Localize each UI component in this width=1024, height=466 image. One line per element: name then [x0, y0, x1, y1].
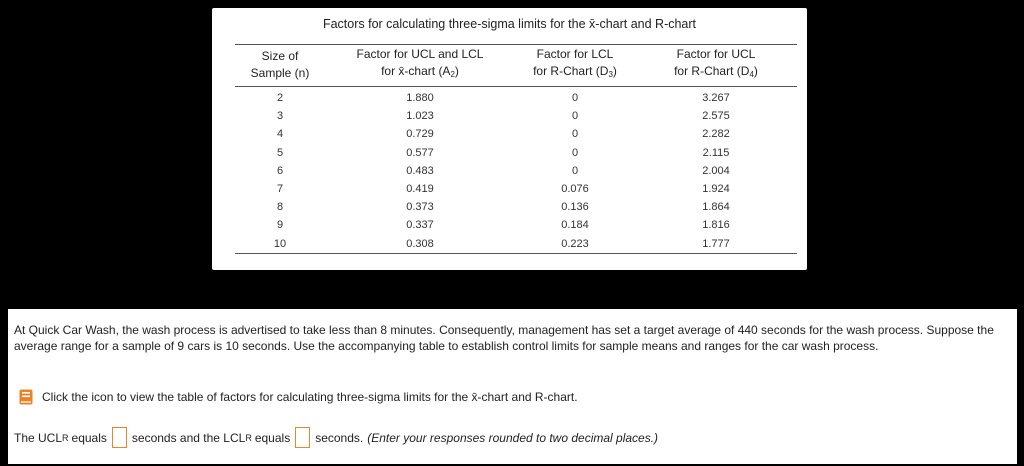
cell-d3: 0.184	[561, 219, 589, 232]
cell-d4: 1.816	[702, 219, 730, 232]
cell-d4: 3.267	[702, 92, 730, 105]
cell-a2: 0.419	[406, 183, 434, 196]
cell-d4: 1.924	[702, 183, 730, 196]
table-row	[235, 216, 797, 234]
lcl-r-input[interactable]	[295, 427, 310, 448]
view-table-link[interactable]	[19, 389, 578, 405]
cell-sample-size: 5	[276, 146, 284, 159]
table-row	[235, 87, 797, 108]
cell-a2: 0.308	[325, 235, 515, 254]
cell-sample-size: 9	[276, 219, 284, 232]
view-table-link-text[interactable]: Click the icon to view the table of factors for calculating three-sigma limits for the x̄-chart and R-chart.	[42, 390, 578, 404]
ucl-subscript: R	[62, 432, 69, 443]
cell-sample-size: 3	[276, 110, 284, 123]
cell-a2: 1.023	[406, 110, 434, 123]
cell-d3: 0	[571, 164, 579, 177]
cell-sample-size: 8	[276, 201, 284, 214]
cell-d4: 2.115	[702, 146, 730, 159]
table-row	[235, 198, 797, 216]
cell-d3: 0	[571, 146, 579, 159]
book-icon[interactable]	[19, 389, 33, 405]
cell-sample-size: 10	[235, 235, 325, 254]
cell-d3: 0.223	[515, 235, 635, 254]
header-sample-size: Size of Sample (n)	[235, 45, 325, 87]
problem-statement: At Quick Car Wash, the wash process is advertised to take less than 8 minutes. Consequently, management has set a target average of 440 seconds for the wash process. Suppose the average range for a sample of 9 cars is 10 seconds. Use the accompanying table to establish control limits for sample means and ranges for the car wash process.	[14, 323, 994, 353]
cell-d4: 2.575	[702, 110, 730, 123]
table-row	[235, 125, 797, 143]
answer-suffix: seconds.	[315, 430, 364, 445]
cell-d3: 0	[571, 92, 579, 105]
answer-middle: seconds and the LCL	[131, 430, 246, 445]
cell-sample-size: 7	[276, 183, 284, 196]
problem-panel	[8, 309, 1017, 464]
equals-label-2: equals	[254, 430, 291, 445]
cell-d4: 2.282	[702, 128, 730, 141]
cell-a2: 0.483	[406, 164, 434, 177]
header-d3-factor: Factor for LCL for R-Chart $(D_3)$	[515, 45, 635, 87]
cell-d3: 0.076	[561, 183, 589, 196]
cell-d3: 0	[571, 128, 579, 141]
factors-table-panel	[212, 8, 807, 270]
table-row	[235, 144, 797, 162]
table-row	[235, 235, 797, 254]
ucl-r-input[interactable]	[112, 427, 127, 448]
cell-a2: 0.373	[406, 201, 434, 214]
cell-a2: 1.880	[406, 92, 434, 105]
cell-a2: 0.337	[406, 219, 434, 232]
answer-prefix: The UCL	[14, 430, 63, 445]
table-row	[235, 162, 797, 180]
cell-d3: 0	[571, 110, 579, 123]
rounding-hint: (Enter your responses rounded to two decimal places.)	[367, 430, 659, 445]
answer-line	[14, 427, 658, 448]
header-d4-factor: Factor for UCL for R-Chart $(D_4)$	[635, 45, 797, 87]
cell-d4: 1.864	[702, 201, 730, 214]
cell-d4: 1.777	[635, 235, 797, 254]
cell-sample-size: 6	[276, 164, 284, 177]
cell-sample-size: 2	[276, 92, 284, 105]
cell-sample-size: 4	[276, 128, 284, 141]
table-row	[235, 180, 797, 198]
lcl-subscript: R	[245, 432, 252, 443]
factors-table	[235, 44, 797, 254]
cell-a2: 0.577	[406, 146, 434, 159]
table-row	[235, 107, 797, 125]
cell-d4: 2.004	[702, 164, 730, 177]
equals-label-1: equals	[71, 430, 107, 445]
factors-table-body	[235, 87, 797, 254]
cell-a2: 0.729	[406, 128, 434, 141]
panel-title: Factors for calculating three-sigma limits for the x̄-chart and R-chart	[322, 17, 697, 31]
header-a2-factor: Factor for UCL and LCL for x̄-chart $(A_2)$	[325, 45, 515, 87]
cell-d3: 0.136	[561, 201, 589, 214]
